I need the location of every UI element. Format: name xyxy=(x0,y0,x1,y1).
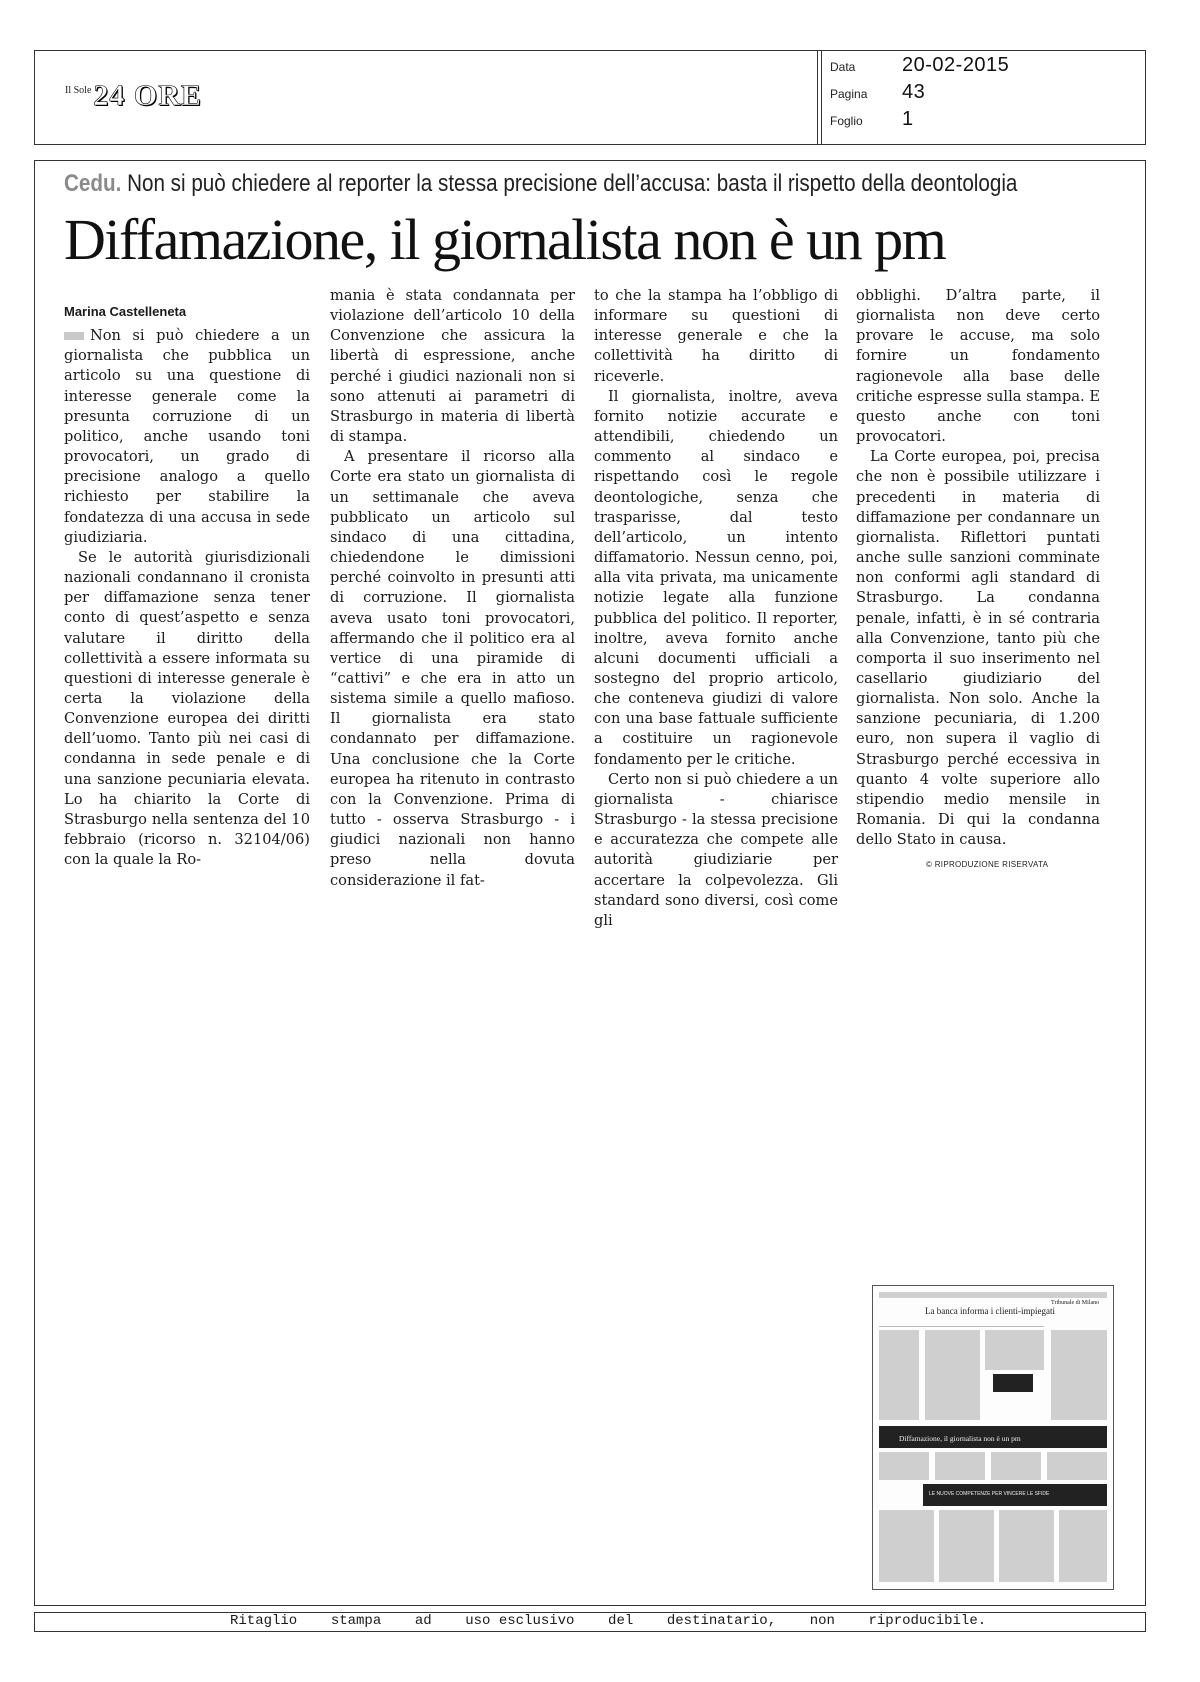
paragraph xyxy=(64,326,310,548)
thumb-text-block xyxy=(879,1510,934,1582)
paragraph-marker xyxy=(64,332,84,340)
thumb-ad-text: LE NUOVE COMPETENZE PER VINCERE LE SFIDE xyxy=(929,1491,1050,1497)
thumb-rule xyxy=(879,1326,1044,1327)
meta-row-page xyxy=(830,81,1009,108)
meta-label: Pagina xyxy=(830,87,868,101)
article-column-2 xyxy=(330,286,575,891)
meta-row-date xyxy=(830,54,1009,81)
copyright-notice: © RIPRODUZIONE RISERVATA xyxy=(926,860,1049,869)
thumb-text-block xyxy=(879,1452,929,1480)
clipping-metadata xyxy=(830,54,1009,135)
paragraph: A presentare il ricorso alla Corte era stato un giornalista di un settimanale che aveva pubblicato un articolo sul sindaco di una cittadina, chiedendone le dimissioni perché coinvolto in presunti atti di corruzione. Il giornalista aveva usato toni provocatori, affermando che il politico era al vertice di una piramide di “cattivi” e che era in atto un sistema simile a quello mafioso. Il giornalista era stato condannato per diffamazione. Una conclusione che la Corte europea ha ritenuto in contrasto con la Convenzione. Prima di tutto - osserva Strasburgo - i giudici nazionali non hanno preso nella dovuta considerazione il fat- xyxy=(330,448,575,889)
article-column-3 xyxy=(594,286,838,931)
thumb-text-block xyxy=(925,1330,980,1420)
paragraph: Certo non si può chiedere a un giornalista - chiarisce Strasburgo - la stessa precisione e accuratezza che compete alle autorità giudiziarie per accertare la colpevolezza. Gli standard sono diversi, così come gli xyxy=(594,770,838,929)
thumb-header xyxy=(879,1292,1107,1298)
thumb-banner-text: Diffamazione, il giornalista non è un pm xyxy=(899,1434,1021,1443)
byline: Marina Castelleneta xyxy=(64,304,187,319)
paragraph-text: Non si può chiedere a un giornalista che pubblica un articolo su una questione di interesse generale come la presunta corruzione di un politico, anche usando toni provocatori, un grado di precisione analogo a quello richiesto per stabilire la fondatezza di una accusa in sede giudiziaria. xyxy=(64,327,310,546)
thumb-side-title: Tribunale di Milano xyxy=(1051,1300,1100,1306)
logo-main-text: 24 ORE xyxy=(93,79,202,112)
newspaper-logo xyxy=(65,79,202,113)
kicker-section: Cedu. xyxy=(64,170,122,197)
thumb-text-block xyxy=(879,1330,919,1420)
meta-row-sheet xyxy=(830,108,1009,135)
article-column-1 xyxy=(64,302,310,870)
thumb-text-block xyxy=(939,1510,994,1582)
meta-value: 1 xyxy=(902,108,914,130)
footer-notice-band xyxy=(34,1612,1146,1632)
paragraph: obblighi. D’altra parte, il giornalista non deve certo provare le accuse, ma solo fornire un fondamento ragionevole alla base delle critiche espresse sulla stampa. E questo anche con toni provocatori. xyxy=(856,287,1100,446)
footer-notice: Ritaglio stampa ad uso esclusivo del destinatario, non riproducibile. xyxy=(230,1613,987,1629)
paragraph: La Corte europea, poi, precisa che non è possibile utilizzare i precedenti in materia di diffamazione per condannare un giornalista. Riflettori puntati anche sulle sanzioni comminate non conformi agli standard di Strasburgo. La condanna penale, infatti, è in sé contraria alla Convenzione, tanto più che comporta il suo inserimento nel casellario giudiziario del giornalista. Non solo. Anche la sanzione pecuniaria, di 1.200 euro, non supera il vaglio di Strasburgo perché eccessiva in quanto 4 volte superiore allo stipendio medio mensile in Romania. Di qui la condanna dello Stato in causa. xyxy=(856,448,1100,849)
thumb-figure xyxy=(993,1374,1033,1392)
meta-value: 43 xyxy=(902,81,926,103)
thumb-text-block xyxy=(1051,1330,1107,1420)
thumb-text-block xyxy=(991,1452,1041,1480)
article-kicker xyxy=(64,170,1018,198)
page-thumbnail xyxy=(872,1285,1114,1590)
paragraph: to che la stampa ha l’obbligo di informare su questioni di interesse generale e che la collettività ha diritto di riceverle. xyxy=(594,287,838,385)
article-headline: Diffamazione, il giornalista non è un pm xyxy=(64,207,946,272)
thumb-text-block xyxy=(999,1510,1054,1582)
masthead-divider xyxy=(817,51,822,144)
paragraph: mania è stata condannata per violazione dell’articolo 10 della Convenzione che assicura la libertà di espressione, anche perché i giudici nazionali non si sono attenuti ai parametri di Strasburgo in materia di libertà di stampa. xyxy=(330,287,575,446)
meta-label: Data xyxy=(830,60,856,74)
logo-small-text: Il Sole xyxy=(65,85,92,96)
kicker-text: Non si può chiedere al reporter la stessa precisione dell’accusa: basta il rispetto della deontologia xyxy=(127,170,1018,197)
meta-label: Foglio xyxy=(830,114,863,128)
article-column-4 xyxy=(856,286,1100,850)
thumb-text-block xyxy=(1047,1452,1107,1480)
paragraph: Il giornalista, inoltre, aveva fornito notizie accurate e attendibili, chiedendo un commento al sindaco e rispettando così le regole deontologiche, senza che trasparisse, dal testo dell’articolo, un intento diffamatorio. Nessun cenno, poi, alla vita privata, ma unicamente notizie legate alla funzione pubblica del politico. Il reporter, inoltre, aveva fornito anche alcuni documenti ufficiali a sostegno del proprio articolo, che conteneva giudizi di valore con una base fattuale sufficiente a costituire un ragionevole fondamento per le critiche. xyxy=(594,387,838,768)
paragraph: Se le autorità giurisdizionali nazionali condannano il cronista per diffamazione senza tener conto di quest’aspetto e senza valutare il diritto della collettività a essere informata su questioni di interesse generale è certa la violazione della Convenzione europea dei diritti dell’uomo. Tanto più nei casi di condanna in sede penale e di una sanzione pecuniaria elevata. Lo ha chiarito la Corte di Strasburgo nella sentenza del 10 febbraio (ricorso n. 32104/06) con la quale la Ro- xyxy=(64,548,310,869)
meta-value: 20-02-2015 xyxy=(902,54,1010,76)
thumb-text-block xyxy=(985,1330,1044,1370)
thumb-text-block xyxy=(935,1452,985,1480)
masthead-band xyxy=(34,50,1146,145)
thumb-headline: La banca informa i clienti-impiegati xyxy=(925,1306,1055,1316)
thumb-text-block xyxy=(1059,1510,1107,1582)
